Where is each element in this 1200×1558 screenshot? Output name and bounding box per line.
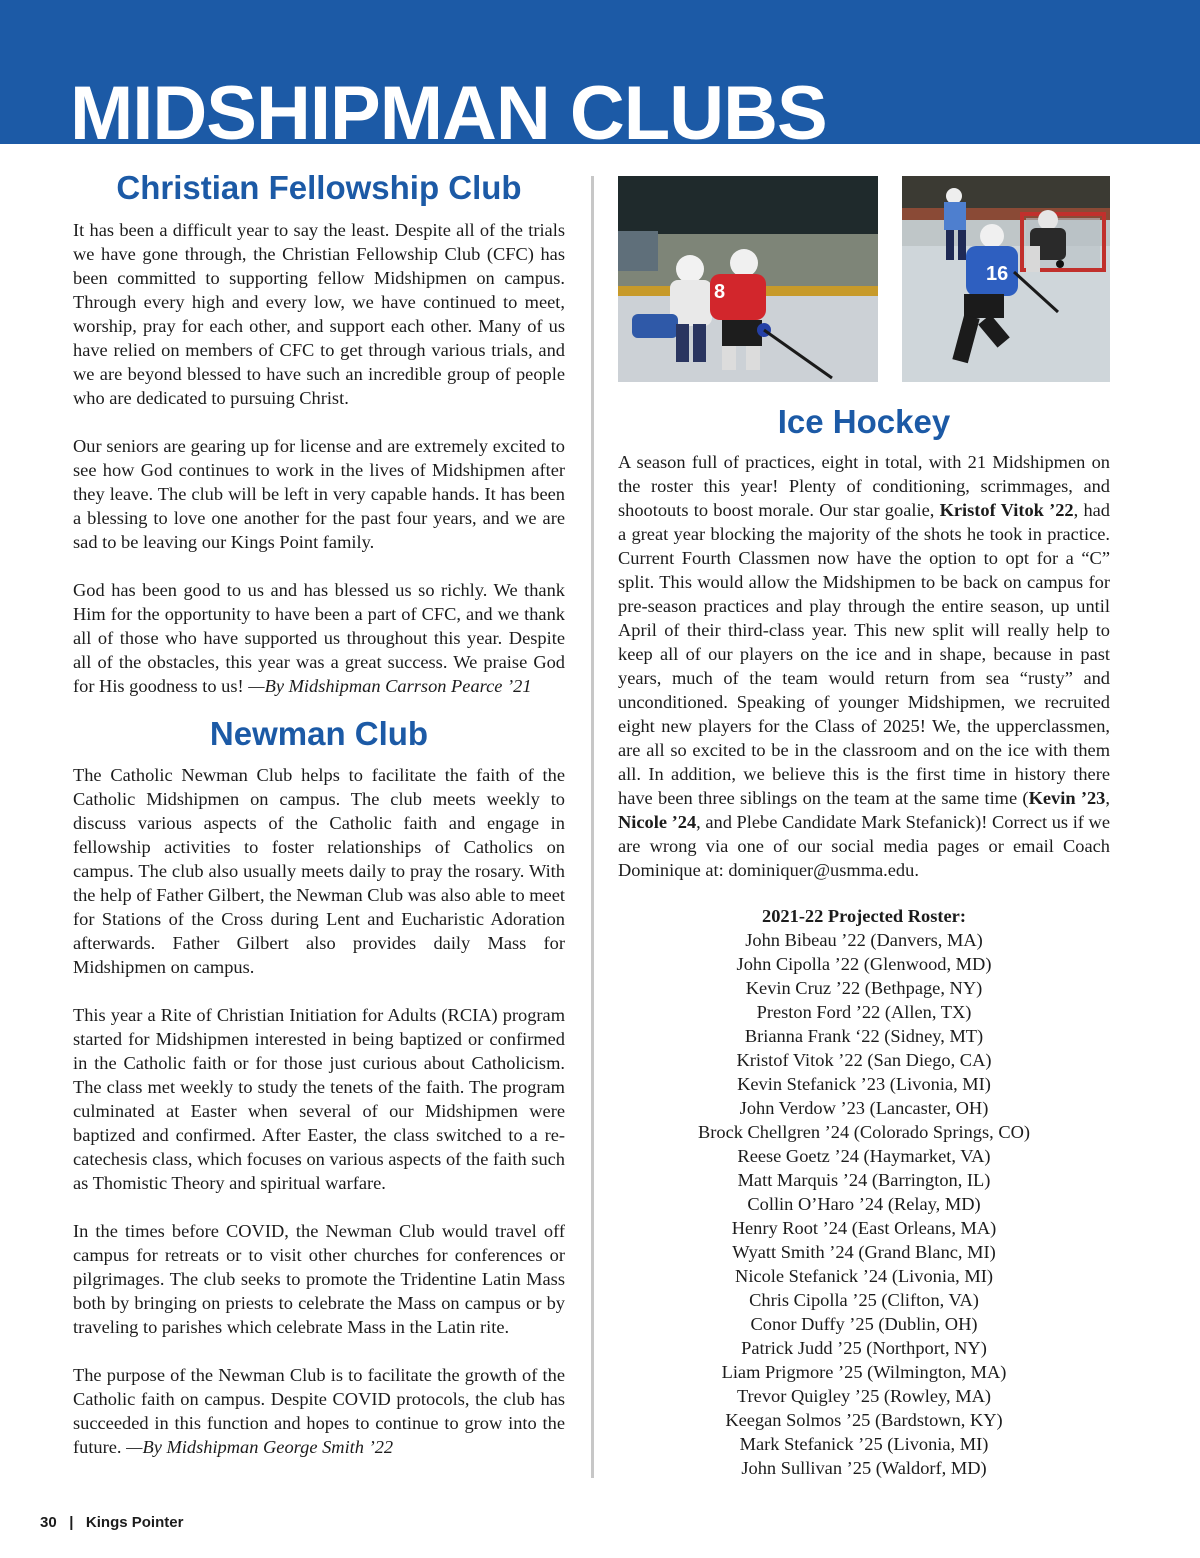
roster-item: Trevor Quigley ’25 (Rowley, MA) — [736, 1385, 992, 1406]
roster-item: Mark Stefanick ’25 (Livonia, MI) — [739, 1433, 989, 1454]
newman-paragraph — [73, 1363, 565, 1459]
roster-title: 2021-22 Projected Roster: — [762, 905, 966, 926]
page-number: 30 — [40, 1514, 57, 1531]
roster-item: Liam Prigmore ’25 (Wilmington, MA) — [721, 1361, 1007, 1382]
cfc-paragraph — [73, 578, 565, 698]
newman-signature: —By Midshipman George Smith ’22 — [126, 1437, 394, 1458]
roster-item: Patrick Judd ’25 (Northport, NY) — [741, 1337, 987, 1358]
hockey-photo-faceoff-image — [618, 176, 878, 382]
hockey-text: , had a great year blocking the majority of the shots he took in practice. Current Fourth Classmen now have the option to opt for a “C” split. This would allow the Midshipmen to be back on campus for pre-season practices and play through the entire season, up until April of their third-class year. This new split will really help to keep all of our players on the ice and in shape, because in past years, much of the team would return from sea “rusty” and unconditioned. Speaking of younger Midshipmen, we recruited eight new players for the Class of 2025! We, the upperclassmen, are all so excited to be in the classroom and on the ice with them all. In addition, we believe this is the first time in history there have been three siblings on the team at the same time ( — [618, 499, 1110, 808]
roster-item: Brock Chellgren ’24 (Colorado Springs, CO) — [697, 1121, 1030, 1142]
hockey-heading: Ice Hockey — [777, 403, 951, 440]
roster-item: John Verdow ’23 (Lancaster, OH) — [739, 1097, 989, 1118]
hockey-photo-goalie-image — [902, 176, 1110, 382]
cfc-paragraph: Our seniors are gearing up for license and are extremely excited to see how God continues to work in the lives of Midshipmen after they leave. The club will be left in very capable hands. It has been a blessing to love one another for the past four years, and we are sad to be leaving our Kings Point family. — [73, 435, 565, 552]
roster-item: Collin O’Haro ’24 (Relay, MD) — [747, 1193, 981, 1214]
jersey-number: 8 — [714, 281, 726, 303]
page-title: MIDSHIPMAN CLUBS — [70, 71, 827, 156]
roster-item: Wyatt Smith ’24 (Grand Blanc, MI) — [732, 1241, 996, 1262]
jersey-number: 16 — [986, 263, 1009, 285]
roster-item: Chris Cipolla ’25 (Clifton, VA) — [749, 1289, 979, 1310]
publication-name: Kings Pointer — [85, 1514, 184, 1531]
newman-paragraph: This year a Rite of Christian Initiation for Adults (RCIA) program started for Midshipmen interested in being baptized or confirmed in the Catholic faith or for those just curious about Catholicism. The class met weekly to study the tenets of the faith. The program culminated at Easter when several of our Midshipmen were baptized and confirmed. After Easter, the class switched to a re-catechesis class, which focuses on various aspects of the faith such as Thomistic Theory and spiritual warfare. — [73, 1005, 565, 1194]
newman-paragraph: In the times before COVID, the Newman Club would travel off campus for retreats or to visit other churches for conferences or pilgrimages. The club seeks to promote the Tridentine Latin Mass both by bringing on priests to celebrate the Mass on campus or by traveling to parishes which celebrate Mass in the Latin rite. — [73, 1221, 565, 1338]
roster-item: Preston Ford ’22 (Allen, TX) — [756, 1001, 972, 1022]
left-column — [73, 168, 565, 1459]
page-footer — [40, 1514, 183, 1531]
hockey-photos — [618, 168, 1110, 382]
roster-item: Brianna Frank ‘22 (Sidney, MT) — [744, 1025, 984, 1046]
roster — [618, 904, 1110, 1480]
roster-item: Conor Duffy ’25 (Dublin, OH) — [750, 1313, 978, 1334]
newman-heading: Newman Club — [209, 714, 429, 752]
roster-item: John Cipolla ’22 (Glenwood, MD) — [736, 953, 992, 974]
roster-item: John Bibeau ’22 (Danvers, MA) — [745, 929, 983, 950]
column-divider — [591, 176, 594, 1478]
newman-paragraph-text: The purpose of the Newman Club is to facilitate the growth of the Catholic faith on campus. Despite COVID protocols, the club has succeeded in this function and hopes to continue to grow into the future. — [73, 1365, 565, 1458]
hockey-photo-goalie — [902, 176, 1110, 382]
roster-item: Kristof Vitok ’22 (San Diego, CA) — [736, 1049, 992, 1070]
hockey-text: , and Plebe Candidate Mark Stefanick)! Correct us if we are wrong via one of our social media pages or email Coach Dominique at: dominiquer@usmma.edu. — [618, 811, 1110, 880]
hockey-text: A season full of practices, eight in total, with 21 Midshipmen on the roster this year! Plenty of conditioning, scrimmages, and shootouts to boost morale. Our star goalie, — [618, 451, 1110, 520]
roster-item: Matt Marquis ’24 (Barrington, IL) — [737, 1169, 991, 1190]
hockey-photo-faceoff — [618, 176, 878, 382]
newman-paragraph: The Catholic Newman Club helps to facilitate the faith of the Catholic Midshipmen on campus. The club meets weekly to discuss various aspects of the Catholic faith and engage in fellowship activities to foster relationships of Catholics on campus. The club also usually meets daily to pray the rosary. With the help of Father Gilbert, the Newman Club was also able to meet for Stations of the Cross during Lent and Eucharistic Adoration afterwards. Father Gilbert also provides daily Mass for Midshipmen on campus. — [73, 765, 565, 978]
hockey-bold-name: Kristof Vitok ’22 — [939, 499, 1074, 520]
right-column — [618, 168, 1110, 1480]
hockey-bold-name: Nicole ’24 — [618, 811, 697, 832]
cfc-heading: Christian Fellowship Club — [116, 169, 522, 206]
roster-item: Keegan Solmos ’25 (Bardstown, KY) — [725, 1409, 1003, 1430]
roster-item: Henry Root ’24 (East Orleans, MA) — [731, 1217, 997, 1238]
footer-separator: | — [69, 1514, 74, 1531]
roster-item: Kevin Cruz ’22 (Bethpage, NY) — [745, 977, 983, 998]
hockey-text: , — [1105, 787, 1110, 808]
hockey-paragraph — [618, 450, 1110, 882]
roster-item: Kevin Stefanick ’23 (Livonia, MI) — [737, 1073, 991, 1094]
cfc-paragraph: It has been a difficult year to say the least. Despite all of the trials we have gone through, the Christian Fellowship Club (CFC) has been committed to supporting fellow Midshipmen on campus. Through every high and every low, we have continued to meet, worship, pray for each other, and support each other. Many of us have relied on members of CFC to get through various trials, and we are beyond blessed to have such an incredible group of people who are dedicated to pursuing Christ. — [73, 219, 565, 408]
roster-item: Reese Goetz ’24 (Haymarket, VA) — [737, 1145, 991, 1166]
cfc-signature: —By Midshipman Carrson Pearce ’21 — [248, 675, 532, 696]
cfc-paragraph-text: God has been good to us and has blessed us so richly. We thank Him for the opportunity to have been a part of CFC, and we thank all of those who have supported us throughout this year. Despite all of the obstacles, this year was a great success. We praise God for His goodness to us! — [73, 579, 565, 696]
roster-item: John Sullivan ’25 (Waldorf, MD) — [741, 1457, 987, 1478]
roster-item: Nicole Stefanick ’24 (Livonia, MI) — [735, 1265, 993, 1286]
hockey-bold-name: Kevin ’23 — [1028, 787, 1106, 808]
